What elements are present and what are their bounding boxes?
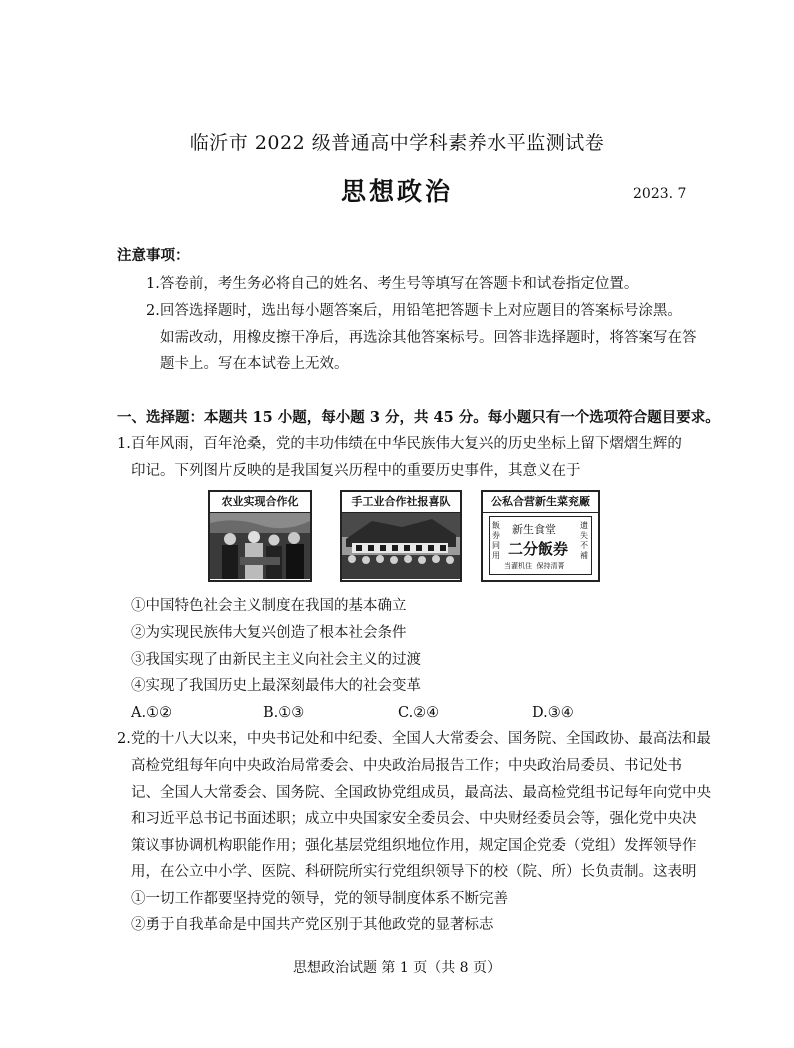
exam-date: 2023. 7 [633, 186, 687, 202]
q1-option-d[interactable]: D.③④ [532, 705, 574, 721]
photo-parade [342, 513, 460, 580]
ticket-canteen-name: 新生食堂 [512, 523, 556, 536]
image-handicraft-cooperative [340, 490, 462, 582]
image-caption: 公私合营新生菜兖厰 [483, 492, 598, 513]
image-meal-ticket [481, 490, 600, 582]
notes-item-2-line-2: 如需改动，用橡皮擦干净后，再选涂其他答案标号。回答非选择题时，将答案写在答 [160, 330, 697, 346]
q1-statement-1: ①中国特色社会主义制度在我国的基本确立 [131, 598, 407, 614]
q1-option-c[interactable]: C.②④ [398, 705, 440, 721]
q2-statement-1: ①一切工作都要坚持党的领导，党的领导制度体系不断完善 [131, 891, 508, 907]
q1-statement-4: ④实现了我国历史上最深刻最伟大的社会变革 [131, 678, 421, 694]
q2-stem-line-6: 用，在公立中小学、医院、科研院所实行党组织领导下的校（院、所）长负责制。这表明 [131, 864, 697, 880]
notes-heading: 注意事项： [117, 247, 190, 264]
subject-title: 思想政治 [340, 177, 453, 206]
q1-option-b[interactable]: B.①③ [263, 705, 305, 721]
image-agricultural-cooperation [208, 490, 312, 582]
notes-item-2-line-3: 题卡上。写在本试卷上无效。 [160, 356, 349, 372]
q2-stem-line-5: 策议事协调机构职能作用；强化基层党组织地位作用，规定国企党委（党组）发挥领导作 [131, 838, 697, 854]
ticket-right-text: 遗失不補 [580, 521, 588, 560]
ticket-left-text: 飯券同用 [492, 521, 500, 560]
ticket-bottom-text: 当灌机住 保持清菁 [504, 562, 565, 570]
q1-option-a[interactable]: A.①② [131, 705, 173, 721]
image-caption: 手工业合作社报喜队 [342, 492, 460, 513]
section-heading: 一、选择题：本题共 15 小题，每小题 3 分，共 45 分。每小题只有一个选项符合题目要求。 [117, 409, 720, 426]
q1-statement-3: ③我国实现了由新民主主义向社会主义的过渡 [131, 652, 421, 668]
q2-stem-line-1: 2.党的十八大以来，中央书记处和中纪委、全国人大常委会、国务院、全国政协、最高法和最 [117, 731, 711, 747]
q1-statement-2: ②为实现民族伟大复兴创造了根本社会条件 [131, 625, 407, 641]
meal-ticket [489, 516, 592, 575]
image-caption: 农业实现合作化 [210, 492, 310, 513]
notes-item-2-line-1: 2.回答选择题时，选出每小题答案后，用铅笔把答题卡上对应题目的答案标号涂黑。 [146, 303, 682, 319]
ticket-main-text: 二分飯券 [508, 540, 569, 558]
exam-title: 临沂市 2022 级普通高中学科素养水平监测试卷 [189, 132, 605, 154]
q2-stem-line-2: 高检党组每年向中央政治局常委会、中央政治局报告工作；中央政治局委员、书记处书 [131, 758, 682, 774]
notes-item-1: 1.答卷前，考生务必将自己的姓名、考生号等填写在答题卡和试卷指定位置。 [146, 276, 639, 292]
photo-farmers [210, 513, 310, 580]
page-footer: 思想政治试题 第 1 页（共 8 页） [292, 960, 502, 976]
q1-stem-line-2: 印记。下列图片反映的是我国复兴历程中的重要历史事件，其意义在于 [131, 463, 581, 479]
q2-stem-line-4: 和习近平总书记书面述职；成立中央国家安全委员会、中央财经委员会等，强化党中央决 [131, 811, 697, 827]
q2-statement-2: ②勇于自我革命是中国共产党区别于其他政党的显著标志 [131, 917, 494, 933]
q1-stem-line-1: 1.百年风雨，百年沧桑，党的丰功伟绩在中华民族伟大复兴的历史坐标上留下熠熠生辉的 [117, 436, 682, 452]
q2-stem-line-3: 记、全国人大常委会、国务院、全国政协党组成员，最高法、最高检党组书记每年向党中央 [131, 785, 711, 801]
